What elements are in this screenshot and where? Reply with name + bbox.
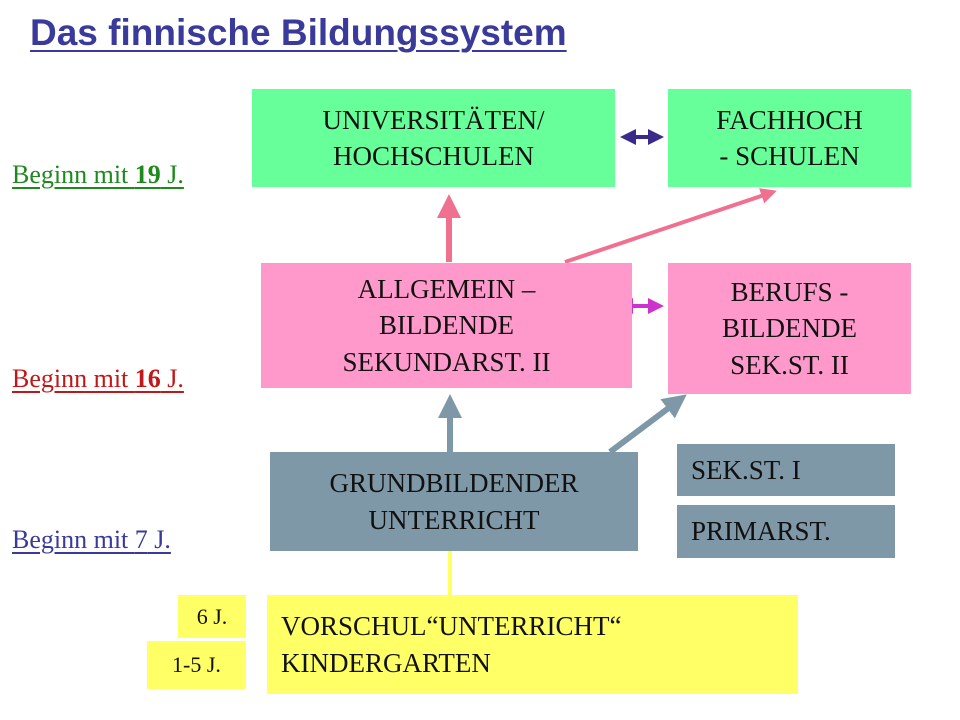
box-text-line: BERUFS - — [730, 276, 849, 307]
box-text-line: - SCHULEN — [719, 141, 860, 171]
box-text — [197, 602, 228, 632]
arrow-grund-to-berufs — [610, 398, 682, 452]
box-text-line: KINDERGARTEN — [281, 647, 491, 678]
beginn-suffix: J. — [160, 160, 184, 189]
box-text-line: VORSCHUL“UNTERRICHT“ — [281, 611, 622, 642]
box-universitaeten — [252, 89, 615, 187]
box-allgemeinbildende — [261, 263, 632, 388]
box-text — [172, 650, 221, 680]
box-text-line: PRIMARST. — [691, 516, 831, 547]
box-text-line: GRUNDBILDENDER — [329, 468, 579, 499]
box-text-line: SEK.ST. II — [730, 349, 849, 380]
box-text-line: SEK.ST. I — [691, 454, 801, 485]
box-text — [323, 102, 545, 175]
beginn-prefix: Beginn mit — [12, 525, 135, 554]
box-text — [691, 452, 801, 488]
box-text — [330, 465, 579, 538]
beginn-suffix: J. — [160, 364, 184, 393]
box-grundbildender — [270, 452, 638, 551]
box-text-line: SEKUNDARST. II — [342, 346, 551, 377]
box-text — [343, 271, 551, 380]
box-text — [281, 608, 621, 681]
box-text-line: FACHHOCH — [716, 104, 863, 135]
box-text-line: BILDENDE — [722, 313, 857, 344]
box-text-line: 1-5 J. — [172, 652, 221, 678]
box-text — [716, 102, 863, 175]
box-sek-st-1 — [677, 444, 895, 496]
box-text-line: UNTERRICHT — [368, 504, 540, 535]
box-age-1-5 — [147, 641, 246, 689]
box-text — [722, 274, 857, 383]
box-berufsbildende — [668, 263, 911, 394]
arrow-allgemein-to-fh — [565, 192, 773, 262]
page-title: Das finnische Bildungssystem — [30, 12, 567, 53]
beginn-prefix: Beginn mit — [12, 364, 135, 393]
box-age-6 — [178, 595, 246, 638]
box-text-line: ALLGEMEIN – — [357, 273, 536, 304]
box-text — [691, 513, 831, 549]
beginn-age: 19 — [134, 160, 161, 189]
box-text-line: BILDENDE — [379, 310, 514, 341]
box-text-line: 6 J. — [196, 603, 228, 629]
box-primarst — [677, 505, 895, 558]
box-text-line: HOCHSCHULEN — [332, 141, 534, 171]
box-vorschul — [267, 595, 798, 694]
box-text-line: UNIVERSITÄTEN/ — [322, 104, 545, 135]
box-fachhochschulen — [668, 89, 911, 187]
beginn-prefix: Beginn mit — [12, 160, 135, 189]
beginn-age: 16 — [134, 364, 161, 393]
beginn-suffix: J. — [147, 525, 171, 554]
beginn-age: 7 — [134, 525, 148, 554]
